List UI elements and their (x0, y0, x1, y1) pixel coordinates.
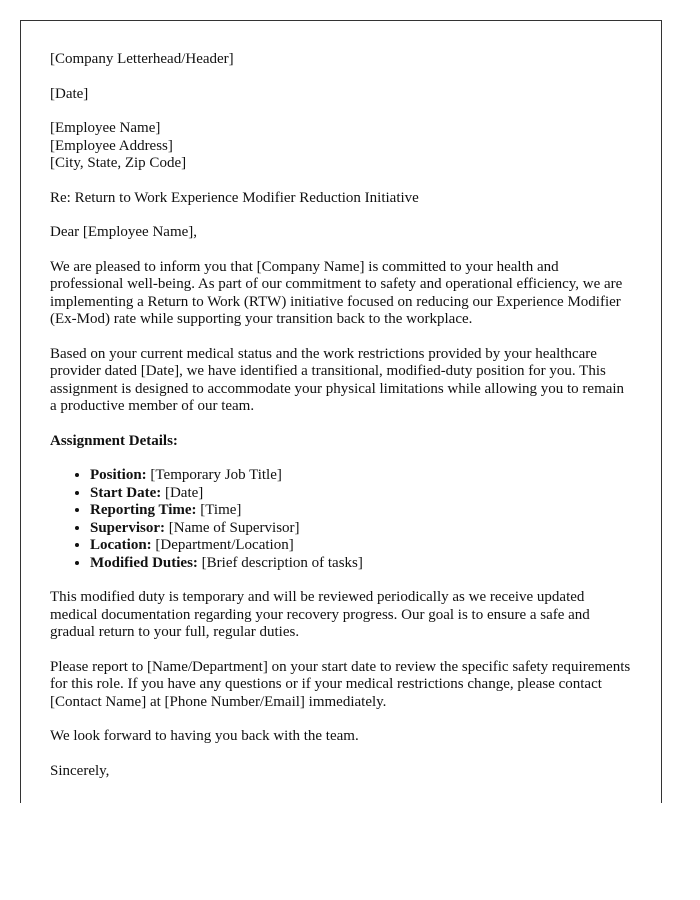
detail-label: Start Date: (90, 484, 162, 501)
detail-item (90, 520, 632, 538)
detail-item (90, 537, 632, 555)
letter-page (20, 20, 662, 803)
signoff: Sincerely, (50, 762, 110, 779)
review-paragraph: This modified duty is temporary and will be reviewed periodically as we receive updated medical documentation regarding your recovery progress. Our goal is to ensure a safe and gradual return to your full, regular duties. (50, 589, 590, 640)
detail-item (90, 502, 632, 520)
detail-value: [Department/Location] (151, 537, 294, 553)
details-list (50, 467, 632, 572)
detail-label: Supervisor: (90, 519, 165, 536)
detail-label: Location: (90, 537, 152, 553)
city-state-zip: [City, State, Zip Code] (50, 155, 187, 171)
employee-address: [Employee Address] (50, 137, 173, 154)
recipient-address (50, 120, 632, 173)
salutation: Dear [Employee Name], (50, 224, 198, 240)
detail-label: Reporting Time: (90, 502, 197, 518)
status-paragraph: Based on your current medical status and the work restrictions provided by your healthcare provider dated [Date], we have identified a transitional, modified-duty position for you. This assignment is designed to accommodate your physical limitations while allowing you to remain a productive member of our team. (50, 345, 625, 414)
detail-item (90, 555, 632, 573)
closing-line: We look forward to having you back with the team. (50, 728, 359, 744)
detail-value: [Temporary Job Title] (146, 467, 282, 483)
detail-label: Position: (90, 467, 147, 483)
detail-value: [Time] (196, 502, 242, 518)
intro-paragraph: We are pleased to inform you that [Company Name] is committed to your health and professional well-being. As part of our commitment to safety and operational efficiency, we are implementing a Return to Work (RTW) initiative focused on reducing our Experience Modifier (Ex-Mod) rate while supporting your transition back to the workplace. (50, 258, 623, 327)
detail-item (90, 467, 632, 485)
letterhead: [Company Letterhead/Header] (50, 51, 234, 67)
detail-value: [Date] (161, 484, 204, 501)
detail-value: [Name of Supervisor] (165, 519, 300, 536)
contact-paragraph: Please report to [Name/Department] on your start date to review the specific safety requirements for this role. If you have any questions or if your medical restrictions change, please contact [Contact Name] at [Phone Number/Email] immediately. (50, 658, 631, 710)
detail-value: [Brief description of tasks] (197, 554, 363, 571)
detail-label: Modified Duties: (90, 554, 198, 571)
subject-line: Re: Return to Work Experience Modifier Reduction Initiative (50, 189, 419, 206)
details-heading-text: Assignment Details: (50, 432, 178, 449)
detail-item (90, 485, 632, 503)
details-heading (50, 433, 632, 451)
employee-name: [Employee Name] (50, 120, 161, 136)
letter-date: [Date] (50, 85, 89, 102)
